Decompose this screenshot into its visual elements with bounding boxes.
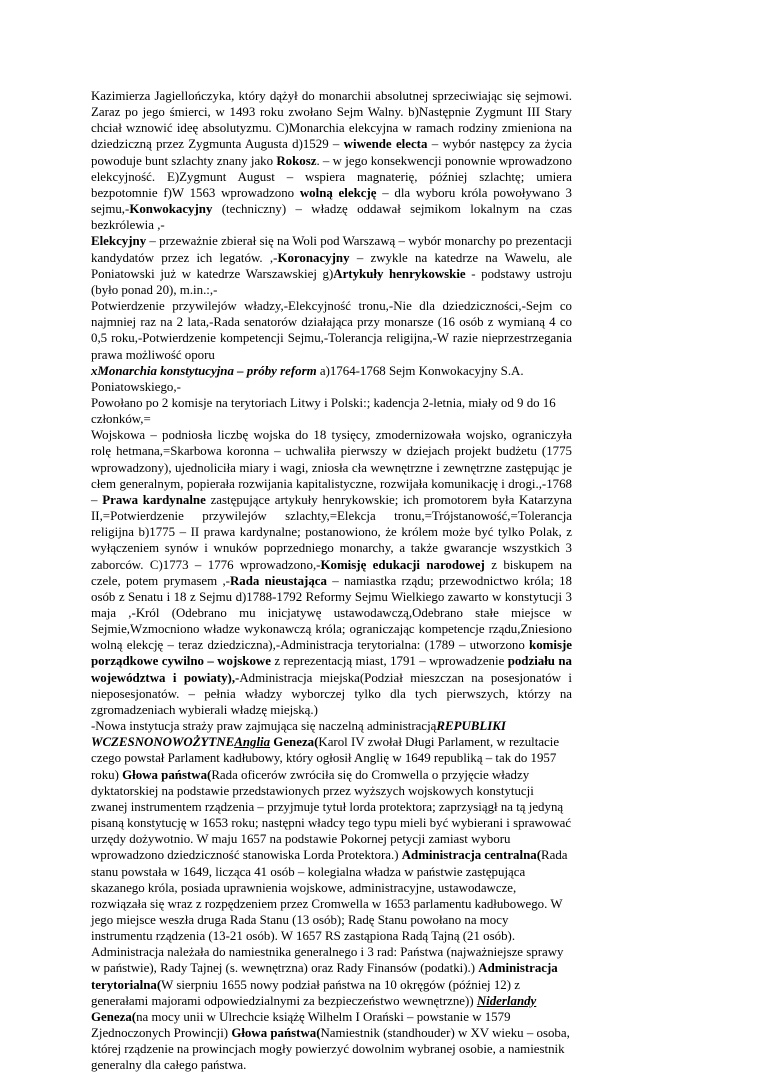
heading-anglia: Anglia bbox=[234, 735, 271, 750]
text-run: Potwierdzenie przywilejów władzy,-Elekcyjność tronu,-Nie dla dziedziczności,-Sejm co najmniej raz na 2 lata,-Rada senatorów działająca przy monarsze (16 osób z wymianą 4 co 0,5 roku,-Potwierdzenie kompetencji Sejmu,-Tolerancja religijna,-W razie nieprzestrzegania prawa możliwość oporu bbox=[91, 299, 572, 362]
term-administracja-centralna: Administracja centralna( bbox=[401, 848, 541, 863]
paragraph-4-heading bbox=[91, 363, 572, 395]
text-run: a)1764-1768 Sejm Konwokacyjny S.A. Poniatowskiego,- bbox=[91, 363, 524, 394]
term-koronacyjny: Koronacyjny bbox=[277, 250, 350, 265]
heading-marker: x bbox=[91, 363, 98, 378]
text-run: (techniczny) – władzę oddawał sejmikom lokalnym na czas bezkrólewia ,- bbox=[91, 202, 572, 233]
heading-republiki: REPUBLIKI WCZESNONOWOŻYTNE bbox=[91, 719, 506, 750]
text-run: Wojskowa – podniosła liczbę wojska do 18 tysięcy, zmodernizowała wojsko, ograniczyła rolę hetmana,=Skarbowa koronna – uchwaliła pierwszy w dziejach projekt budżetu (1775 wprowadzony), ujednoliciła miary i wagi, zniosła cła wewnętrzne i zewnętrzne zastępując je cłem generalnym, popierała rozwijania kapitalistyczne, rozwijała komunikację i drogi.,-1768 – bbox=[91, 428, 572, 507]
paragraph-1 bbox=[91, 88, 572, 233]
text-run: – wybór następcy za życia powoduje bunt szlachty znany jako bbox=[91, 137, 572, 168]
text-run: zastępujące artykuły henrykowskie; ich promotorem była Katarzyna II,=Potwierdzenie przywilejów szlachty,=Elekcja tronu,=Trójstanowość,=Tolerancja religijna b)1775 – II prawa kardynalne; postanowiono, że królem może być tylko Polak, z wyłączeniem synów i wnuków poprzedniego monarchy, a także gwarancje wszystkich 3 zaborców. C)1773 – 1776 wprowadzono,- bbox=[91, 492, 573, 572]
text-run: Powołano po 2 komisje na terytoriach Litwy i Polski:; kadencja 2-letnia, miały od 9 do 16 członków,= bbox=[91, 395, 556, 427]
term-geneza: Geneza( bbox=[91, 1009, 137, 1024]
term-wolna-elekcja: wolną elekcję bbox=[299, 185, 377, 200]
text-run: -Nowa instytucja straży praw zajmująca się naczelną administracją bbox=[91, 719, 437, 734]
term-prawa-kardynalne: Prawa kardynalne bbox=[102, 492, 206, 507]
text-run: W sierpniu 1655 nowy podział państwa na 10 okręgów (później 12) z generałami majorami odpowiedzialnymi za bezpieczeństwo wewnętrzne)) bbox=[91, 977, 520, 1008]
paragraph-3 bbox=[91, 298, 572, 363]
term-geneza: Geneza( bbox=[270, 735, 319, 750]
text-run: – dla wyboru króla powoływano 3 sejmu,- bbox=[91, 185, 572, 217]
text-run: Karol IV zwołał Długi Parlament, w rezultacie czego powstał Parlament kadłubowy, który ogłosił Anglię w 1649 republiką – tak do 1957 roku) bbox=[91, 735, 560, 782]
text-run: Administracja miejska(Podział mieszczan na posesjonatów i nieposesjonatów. – pełnia władzy wyborczej tylko dla tych pierwszych, którzy na zgromadzeniach wybierali władzę miejską.) bbox=[91, 670, 573, 717]
heading-niderlandy: Niderlandy bbox=[476, 993, 537, 1008]
paragraph-5 bbox=[91, 395, 572, 427]
paragraph-2 bbox=[91, 233, 572, 298]
term-konwokacyjny: Konwokacyjny bbox=[129, 202, 213, 217]
term-rokosz: Rokosz bbox=[276, 153, 317, 168]
text-run: Namiestnik (standhouder) w XV wieku – osoba, której rządzenie na prowincjach mogły powierzyć dowolnim wybranej osobie, a namiestnik generalny dla całego państwa. bbox=[91, 1026, 570, 1073]
term-glowa-panstwa: Głowa państwa( bbox=[231, 1026, 321, 1041]
term-podzial-na-wojewodztwa: podziału na województwa i powiaty),- bbox=[91, 654, 572, 685]
text-run: – przeważnie zbierał się na Woli pod Warszawą – wybór monarchy po prezentacji kandydatów przez ich legatów. ,- bbox=[91, 234, 572, 265]
text-run: . – w jego konsekwencji ponownie wprowadzono elekcyjność. E)Zygmunt August – wspiera magnaterię, później szlachtę; umiera bezpotomnie f)W 1563 wprowadzono bbox=[91, 153, 572, 200]
term-administracja-terytorialna: Administracja terytorialna( bbox=[91, 961, 558, 992]
text-run: Rada stanu powstała w 1649, licząca 41 osób – kolegialna władza w państwie zastępująca skazanego króla, posiada uprawnienia wojskowe, administracyjne, ustawodawcze, rozwiązała się wraz z rozpędzeniem przez Cromwella w 1653 parlamentu kadłubowego. W jego miejsce weszła druga Rada Stanu (13 osób); Radę Stanu powołano na mocy instrumentu rządzenia (13-21 osób). W 1657 RS zastąpiona Radą Tajną (21 osób). Administracja należała do namiestnika generalnego i 3 rad: Państwa (najważniejsze sprawy w państwie), Rady Tajnej (s. wewnętrzna) oraz Rady Finansów (podatki).) bbox=[91, 848, 568, 976]
term-elekcyjny: Elekcyjny bbox=[91, 234, 147, 249]
term-komisja-edukacji: Komisję edukacji narodowej bbox=[320, 557, 485, 572]
term-rada-nieustajaca: Rada nieustająca bbox=[229, 573, 327, 588]
text-run: – namiastka rządu; przewodnictwo króla; 18 osób z Senatu i 18 z Sejmu d)1788-1792 Reformy Sejmu Wielkiego zawarto w konstytucji 3 maja ,-Król (Odebrano mu inicjatywę ustawodawczą,Odebrano stałe miejsce w Sejmie,Wzmocniono władze wykonawczą króla; ograniczając kompetencje rządu,Zniesiono wolną elekcję – teraz dziedziczna),-Administracja terytorialna: (1789 – utworzono bbox=[91, 573, 572, 653]
term-komisje-porzadkowe: komisje porządkowe cywilno – wojskowe bbox=[91, 638, 572, 669]
term-glowa-panstwa: Głowa państwa( bbox=[122, 767, 212, 782]
text-run: Rada oficerów zwróciła się do Cromwella o przyjęcie władzy dyktatorskiej na podstawie przedstawionych przez wyższych wojskowych konstytucji zwanej instrumentem rządzenia – przyjmuje tytuł lorda protektora; zaprzysiągł na tą jedyną pisaną konstytucję w 1653 roku; następni władcy tego typu mieli być wybierani i sprawować urzędy dożywotnio. W maju 1657 na podstawie Pokornej petycji zamiast wyboru wprowadzono dziedziczność stanowiska Lorda Protektora.) bbox=[91, 767, 572, 863]
text-run: – zwykle na katedrze na Wawelu, ale Poniatowski już w katedrze Warszawskiej g) bbox=[91, 250, 572, 281]
document-body bbox=[91, 88, 572, 1074]
term-wiwende-electa: wiwende electa bbox=[343, 137, 428, 152]
heading-dash: – bbox=[233, 363, 247, 378]
text-run: - podstawy ustroju (było ponad 20), m.in.:,- bbox=[91, 266, 572, 297]
text-run: z biskupem na czele, potem prymasem ,- bbox=[91, 557, 572, 588]
text-run: na mocy unii w Ulrechcie książę Wilhelm I Orański – powstanie w 1579 Zjednoczonych Prowincji) bbox=[91, 1009, 511, 1041]
paragraph-6 bbox=[91, 427, 572, 718]
text-run: z reprezentacją miast, 1791 – wprowadzenie bbox=[270, 654, 508, 669]
heading-proby-reform: próby reform bbox=[246, 363, 317, 378]
paragraph-7 bbox=[91, 718, 572, 1073]
heading-monarchia-konstytucyjna: Monarchia konstytucyjna bbox=[97, 363, 234, 378]
text-run: Kazimierza Jagiellończyka, który dążył do monarchii absolutnej sprzeciwiając się sejmowi. Zaraz po jego śmierci, w 1493 roku zwołano Sejm Walny. b)Następnie Zygmunt III Stary chciał wznowić ideę absolutyzmu. C)Monarchia elekcyjna w ramach rodziny zmieniona na dziedziczną przez Zygmunta Augusta d)1529 – bbox=[91, 89, 572, 152]
term-artykuly-henrykowskie: Artykuły henrykowskie bbox=[333, 266, 466, 281]
